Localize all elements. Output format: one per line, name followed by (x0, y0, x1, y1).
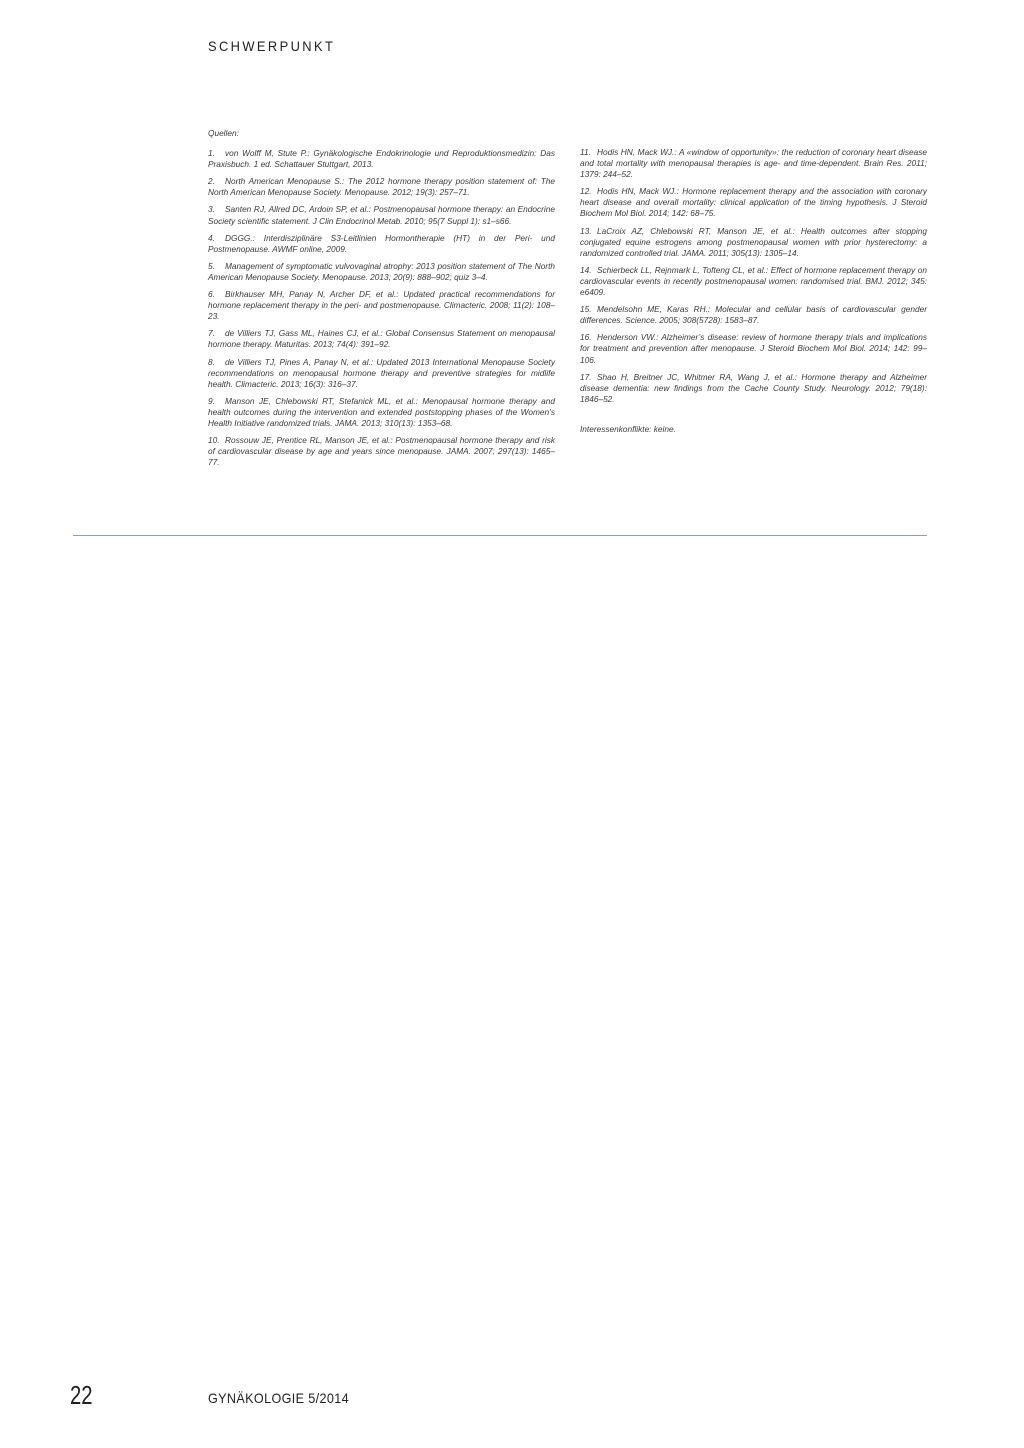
reference-text: Management of symptomatic vulvovaginal atrophy: 2013 position statement of The North American Menopause Society. Menopause. 2013; 20(9): 888–902; quiz 3–4. (208, 260, 555, 282)
reference-item (208, 396, 555, 429)
reference-item (580, 372, 927, 405)
reference-text: de Villiers TJ, Gass ML, Haines CJ, et al.: Global Consensus Statement on menopausal hormone therapy. Maturitas. 2013; 74(4): 391–92. (208, 328, 555, 350)
reference-number: 16. (580, 332, 592, 343)
reference-text: von Wolff M, Stute P.: Gynäkologische Endokrinologie und Reproduktionsmedizin: Das Praxisbuch. 1 ed. Schattauer Stuttgart, 2013. (208, 148, 555, 170)
reference-number: 8. (208, 356, 215, 367)
reference-text: Hodis HN, Mack WJ.: A «window of opportunity»: the reduction of coronary heart disease and total mortality with menopausal therapies is age- and time-dependent. Brain Res. 2011; 1379: 244–52. (580, 147, 927, 180)
reference-text: Birkhauser MH, Panay N, Archer DF, et al.: Updated practical recommendations for hormone replacement therapy in the peri- and postmenopause. Climacteric. 2008; 11(2): 108–23. (208, 289, 555, 322)
reference-item (208, 357, 555, 390)
page-number: 22 (70, 1380, 93, 1410)
reference-number: 4. (208, 232, 215, 243)
reference-item (208, 204, 555, 226)
reference-item (208, 148, 555, 170)
reference-number: 3. (208, 204, 215, 215)
section-divider (73, 535, 927, 536)
references-list-right (580, 147, 927, 405)
reference-text: Hodis HN, Mack WJ.: Hormone replacement therapy and the association with coronary heart disease and overall mortality: clinical application of the timing hypothesis. J Steroid Biochem Mol Biol. 2014; 142: 68–75. (580, 186, 927, 219)
reference-item (208, 328, 555, 350)
reference-text: Shao H, Breitner JC, Whitmer RA, Wang J, et al.: Hormone therapy and Alzheimer disease dementia: new findings from the Cache County Study. Neurology. 2012; 79(18): 1846–52. (580, 371, 927, 404)
reference-text: North American Menopause S.: The 2012 hormone therapy position statement of: The North American Menopause Society. Menopause. 2012; 19(3): 257–71. (208, 176, 555, 198)
section-header: SCHWERPUNKT (208, 38, 336, 54)
reference-item (208, 233, 555, 255)
reference-item (208, 261, 555, 283)
reference-text: Santen RJ, Allred DC, Ardoin SP, et al.: Postmenopausal hormone therapy: an Endocrine Society scientific statement. J Clin Endocrinol Metab. 2010; 95(7 Suppl 1): s1–s66. (208, 204, 555, 226)
reference-number: 10. (208, 435, 220, 446)
reference-number: 5. (208, 260, 215, 271)
reference-text: Manson JE, Chlebowski RT, Stefanick ML, et al.: Menopausal hormone therapy and health outcomes during the intervention and extended poststopping phases of the Women’s Health Initiative randomized trials. JAMA. 2013; 310(13): 1353–68. (208, 395, 555, 428)
reference-item (208, 435, 555, 468)
reference-number: 14. (580, 264, 592, 275)
reference-number: 11. (580, 147, 591, 157)
reference-item (580, 147, 927, 180)
reference-number: 13. (580, 225, 592, 236)
reference-item (208, 176, 555, 198)
reference-text: DGGG.: Interdisziplinäre S3-Leitlinien Hormontherapie (HT) in der Peri- und Postmenopause. AWMF online, 2009. (208, 232, 555, 254)
reference-item (208, 289, 555, 322)
reference-number: 2. (208, 176, 215, 187)
reference-text: Henderson VW.: Alzheimer’s disease: review of hormone therapy trials and implications for treatment and prevention after menopause. J Steroid Biochem Mol Biol. 2014; 142: 99–106. (580, 332, 927, 365)
reference-text: LaCroix AZ, Chlebowski RT, Manson JE, et al.: Health outcomes after stopping conjugated equine estrogens among postmenopausal women with prior hysterectomy: a randomized controlled trial. JAMA. 2011; 305(13): 1305–14. (580, 225, 927, 258)
reference-number: 6. (208, 289, 215, 300)
references-list-left (208, 148, 555, 468)
reference-number: 7. (208, 328, 215, 339)
reference-item (580, 265, 927, 298)
references-title: Quellen: (208, 128, 239, 138)
references-left-column (208, 128, 555, 474)
reference-number: 15. (580, 304, 592, 315)
references-right-column (580, 147, 927, 443)
reference-item (580, 332, 927, 365)
reference-item (580, 186, 927, 219)
reference-text: de Villiers TJ, Pines A, Panay N, et al.: Updated 2013 International Menopause Society recommendations on menopausal hormone therapy and preventive strategies for midlife health. Climacteric. 2013; 16(3): 316–37. (208, 356, 555, 389)
reference-number: 9. (208, 395, 215, 406)
reference-text: Rossouw JE, Prentice RL, Manson JE, et al.: Postmenopausal hormone therapy and risk of cardiovascular disease by age and years since menopause. JAMA. 2007; 297(13): 1465–77. (208, 435, 555, 468)
reference-item (580, 226, 927, 259)
reference-number: 12. (580, 186, 592, 197)
reference-item (580, 304, 927, 326)
reference-number: 1. (208, 148, 215, 159)
reference-text: Schierbeck LL, Rejnmark L, Tofteng CL, et al.: Effect of hormone replacement therapy on cardiovascular events in recently postmenopausal women: randomised trial. BMJ. 2012; 345: e6409. (580, 264, 927, 298)
reference-number: 17. (580, 371, 592, 382)
journal-issue: GYNÄKOLOGIE 5/2014 (208, 1390, 349, 1406)
conflicts-statement: Interessenkonflikte: keine. (580, 423, 676, 434)
reference-text: Mendelsohn ME, Karas RH.: Molecular and cellular basis of cardiovascular gender differences. Science. 2005; 308(5728): 1583–87. (580, 304, 927, 326)
